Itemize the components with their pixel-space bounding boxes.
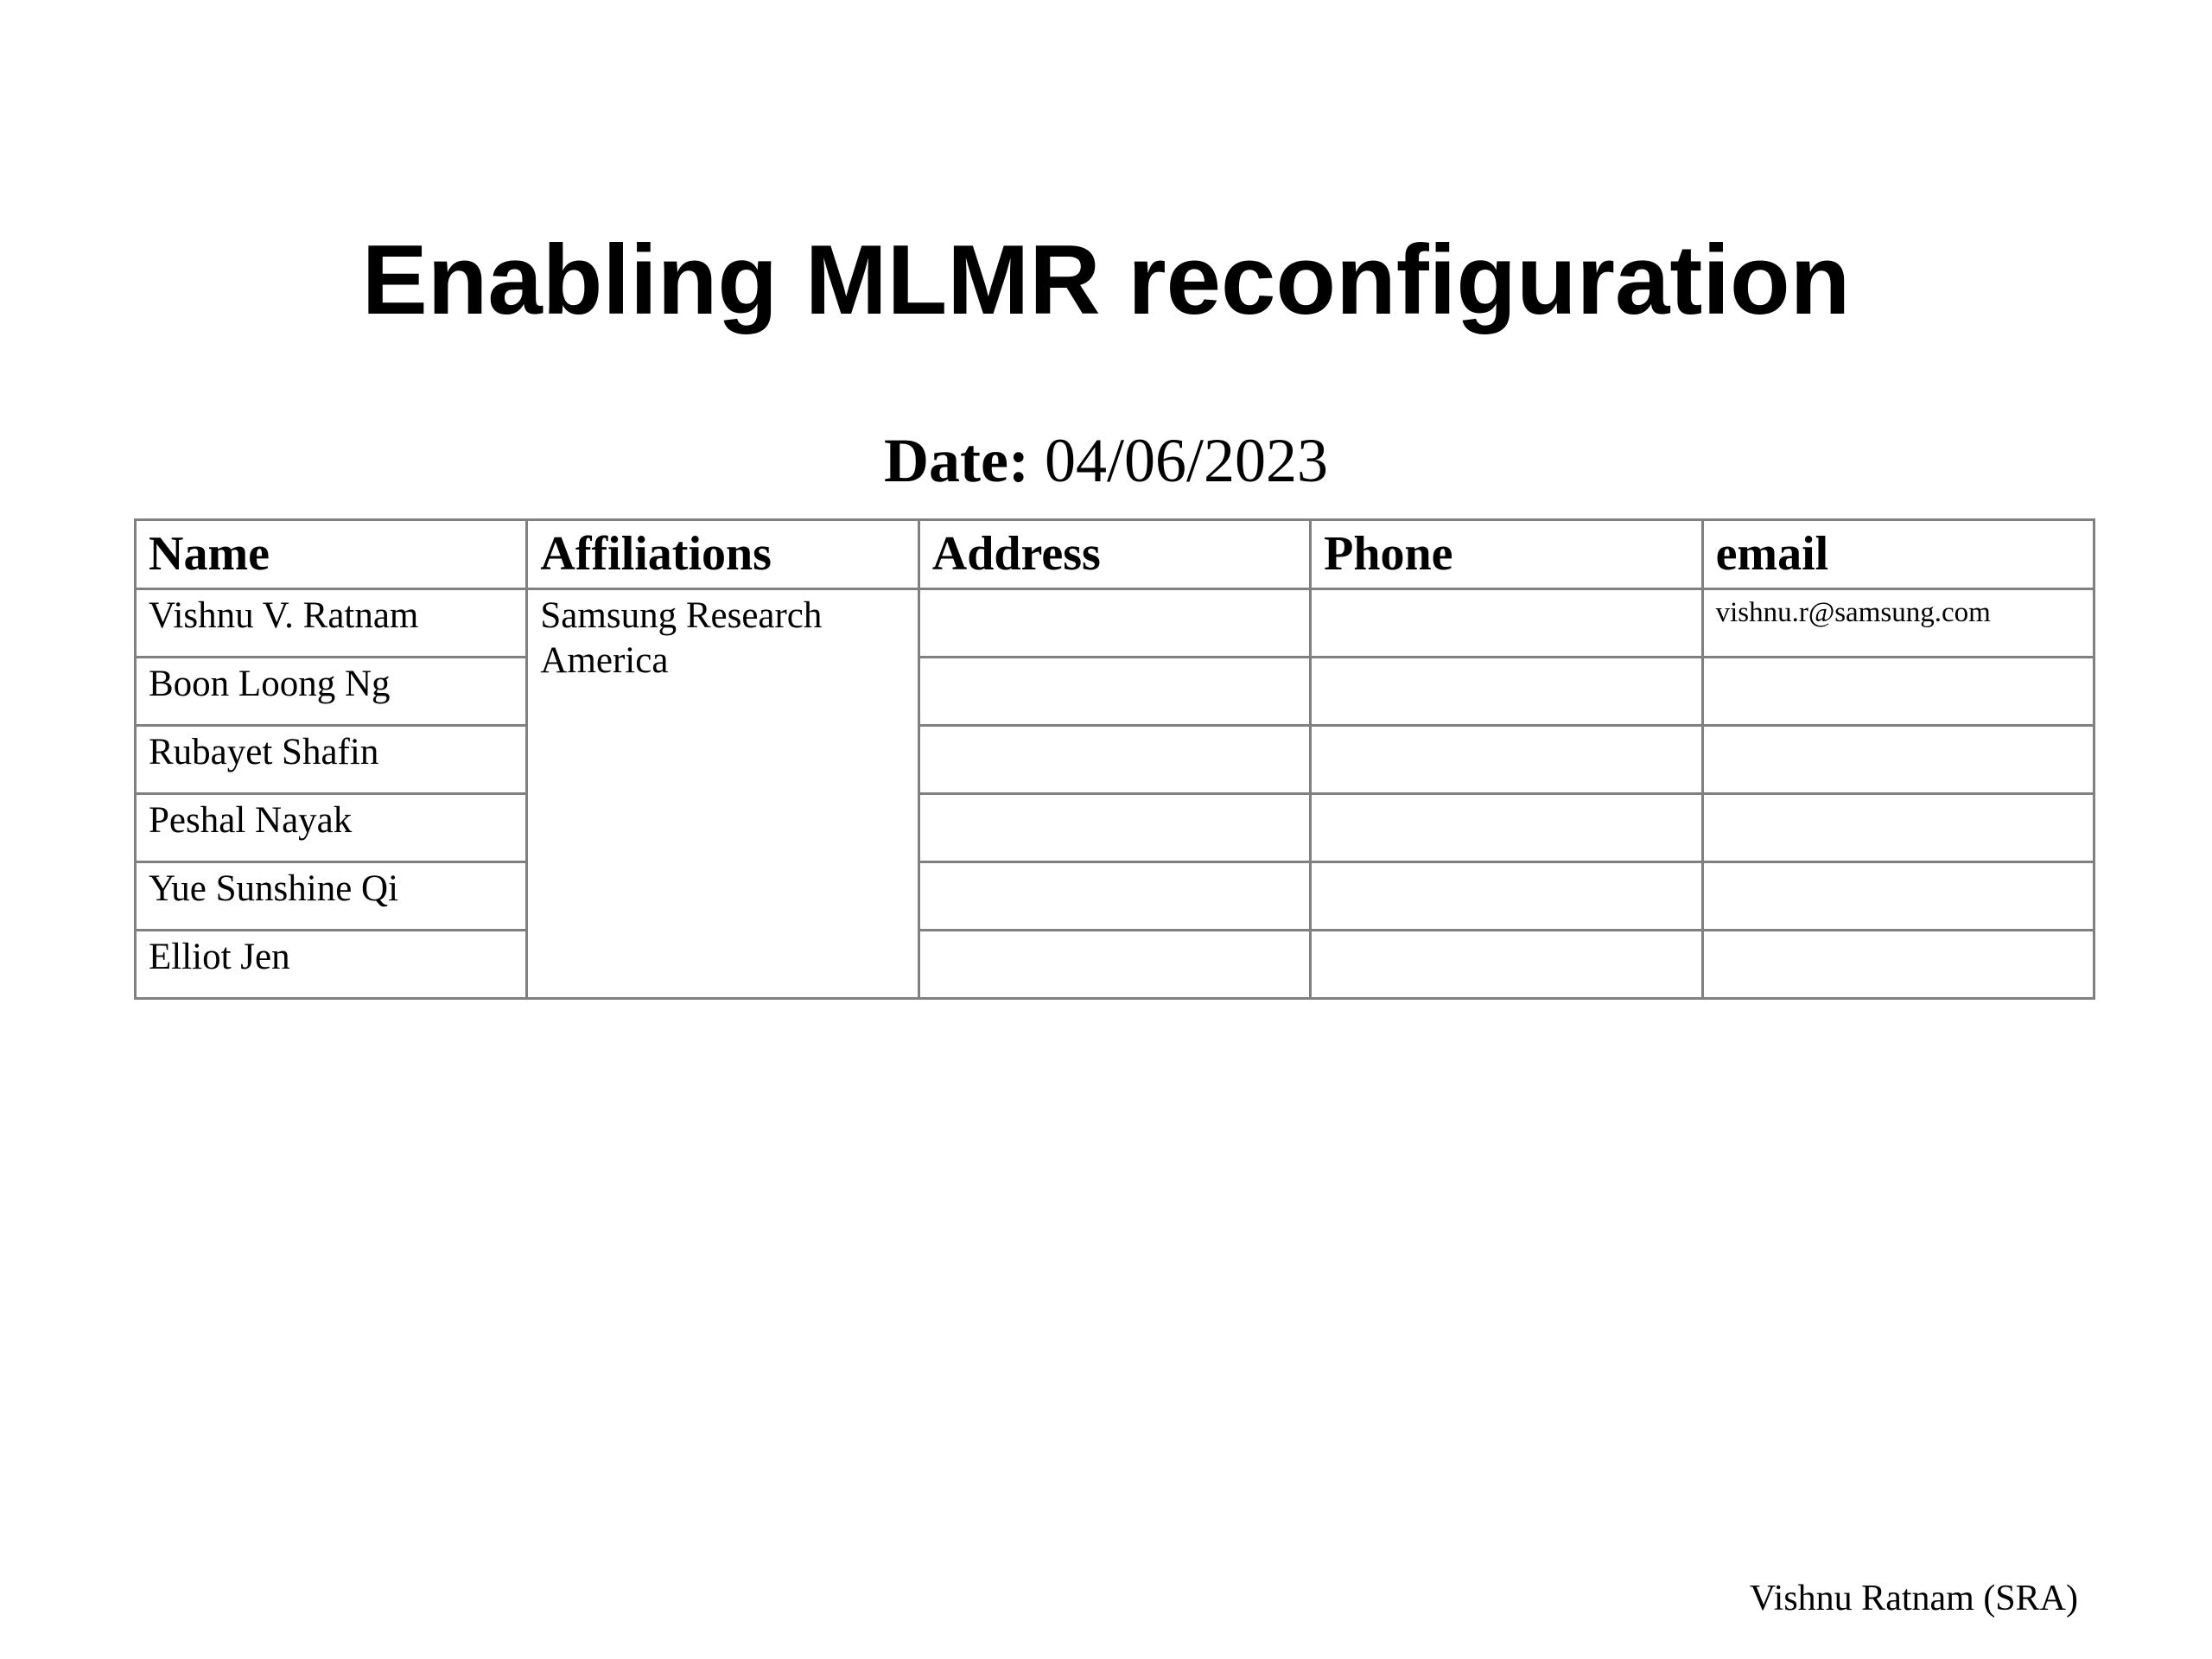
phone-cell: [1311, 862, 1702, 931]
table-header-row: [136, 520, 2094, 589]
address-cell: [918, 658, 1310, 726]
address-cell: [918, 589, 1310, 658]
phone-cell: [1311, 794, 1702, 862]
email-cell: [1702, 931, 2094, 999]
email-cell: vishnu.r@samsung.com: [1702, 589, 2094, 658]
header-address: Address: [918, 520, 1310, 589]
email-cell: [1702, 726, 2094, 794]
email-cell: [1702, 794, 2094, 862]
table-row: [136, 931, 2094, 999]
affiliation-cell: Samsung Research America: [527, 589, 918, 999]
name-cell: Yue Sunshine Qi: [136, 862, 527, 931]
address-cell: [918, 862, 1310, 931]
phone-cell: [1311, 589, 1702, 658]
date-value: 04/06/2023: [1044, 426, 1328, 495]
header-email: email: [1702, 520, 2094, 589]
table-row: [136, 794, 2094, 862]
name-cell: Rubayet Shafin: [136, 726, 527, 794]
email-cell: [1702, 862, 2094, 931]
name-cell: Peshal Nayak: [136, 794, 527, 862]
slide-title: Enabling MLMR reconfiguration: [361, 226, 1851, 335]
phone-cell: [1311, 658, 1702, 726]
table-row: [136, 862, 2094, 931]
table-row: [136, 658, 2094, 726]
footer-author: Vishnu Ratnam (SRA): [1749, 1579, 2078, 1618]
authors-table: [134, 518, 2095, 1000]
header-name: Name: [136, 520, 527, 589]
email-cell: [1702, 658, 2094, 726]
date-line: [0, 423, 2212, 498]
phone-cell: [1311, 726, 1702, 794]
table-row: [136, 726, 2094, 794]
header-phone: Phone: [1311, 520, 1702, 589]
date-label: Date:: [884, 426, 1029, 495]
name-cell: Vishnu V. Ratnam: [136, 589, 527, 658]
phone-cell: [1311, 931, 1702, 999]
address-cell: [918, 931, 1310, 999]
address-cell: [918, 726, 1310, 794]
name-cell: Boon Loong Ng: [136, 658, 527, 726]
address-cell: [918, 794, 1310, 862]
name-cell: Elliot Jen: [136, 931, 527, 999]
header-affiliations: Affiliations: [527, 520, 918, 589]
table-row: [136, 589, 2094, 658]
